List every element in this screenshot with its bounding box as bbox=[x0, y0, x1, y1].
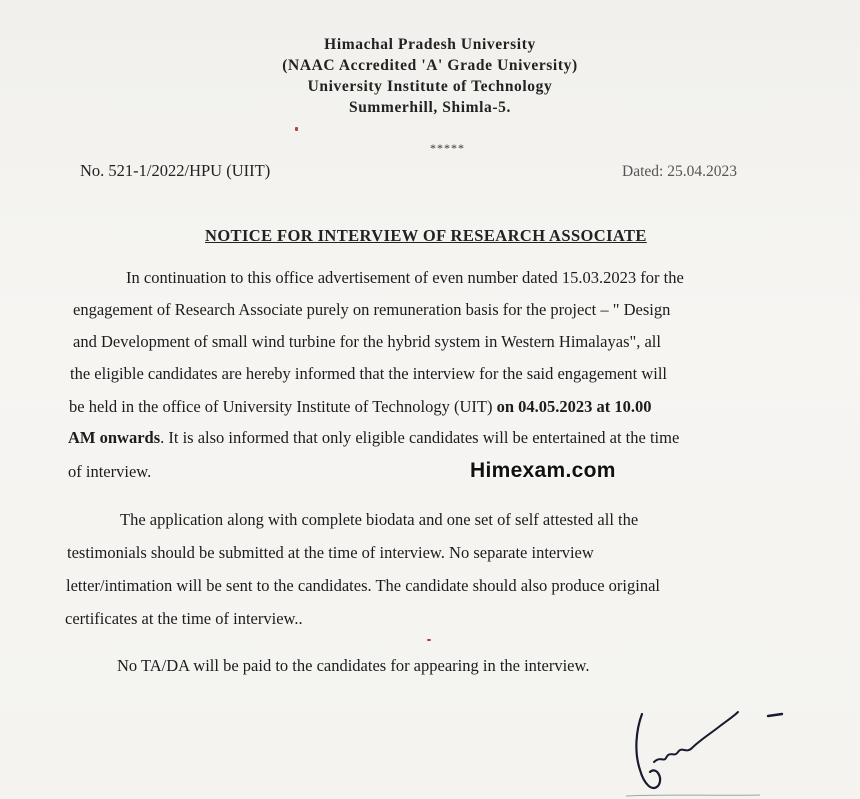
para2-line3: letter/intimation will be sent to the candidates. The candidate should also produce original bbox=[66, 576, 660, 595]
accreditation-line: (NAAC Accredited 'A' Grade University) bbox=[282, 57, 578, 74]
para1-line2: engagement of Research Associate purely on remuneration basis for the project – " Design bbox=[73, 300, 671, 319]
para2-line2: testimonials should be submitted at the time of interview. No separate interview bbox=[67, 543, 594, 562]
para1-line6 bbox=[68, 428, 679, 448]
para1-line3: and Development of small wind turbine for the hybrid system in Western Himalayas", all bbox=[73, 332, 661, 351]
ink-speck bbox=[295, 127, 298, 131]
para1-line5-text: be held in the office of University Institute of Technology (UIT) bbox=[69, 397, 497, 416]
university-name: Himachal Pradesh University bbox=[324, 36, 536, 53]
ink-speck bbox=[427, 639, 431, 641]
para2-line1: The application along with complete biodata and one set of self attested all the bbox=[120, 510, 639, 529]
institute-address: Summerhill, Shimla-5. bbox=[348, 99, 511, 116]
para1-line6-text: . It is also informed that only eligible candidates will be entertained at the time bbox=[160, 428, 680, 447]
interview-onwards: AM onwards bbox=[68, 428, 161, 447]
notice-date: Dated: 25.04.2023 bbox=[622, 163, 737, 180]
notice-title: NOTICE FOR INTERVIEW OF RESEARCH ASSOCIATE bbox=[205, 226, 647, 245]
para1-line5 bbox=[69, 397, 652, 417]
para1-line7: of interview. bbox=[68, 462, 152, 481]
signature-mark bbox=[620, 700, 800, 799]
interview-date-time: on 04.05.2023 at 10.00 bbox=[496, 397, 652, 416]
watermark-text: Himexam.com bbox=[470, 459, 616, 482]
separator-stars: ***** bbox=[430, 141, 465, 155]
reference-number: No. 521-1/2022/HPU (UIIT) bbox=[80, 161, 271, 180]
para3-line1: No TA/DA will be paid to the candidates for appearing in the interview. bbox=[117, 656, 590, 675]
para1-line1: In continuation to this office advertisement of even number dated 15.03.2023 for the bbox=[126, 268, 684, 287]
para2-line4: certificates at the time of interview.. bbox=[65, 609, 303, 628]
para1-line4: the eligible candidates are hereby informed that the interview for the said engagement will bbox=[70, 364, 667, 383]
institute-name: University Institute of Technology bbox=[307, 78, 553, 95]
